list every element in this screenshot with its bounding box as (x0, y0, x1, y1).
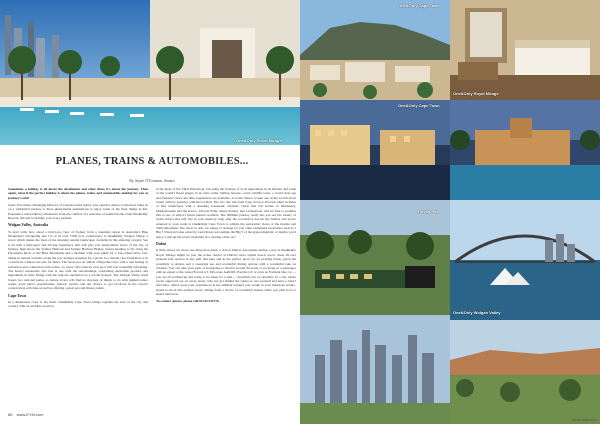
caption-rovos-rail: Rovos Rail (418, 209, 439, 214)
section-heading-wolgan: Wolgan Valley, Australia (8, 223, 48, 228)
photo-royal-mirage-room (450, 0, 600, 100)
watermark: amarohols.com (572, 418, 597, 422)
page-footer (8, 412, 43, 417)
column-left (8, 187, 148, 312)
article-byline: By Jayne O'Gorman, Amaro (129, 178, 175, 183)
dubai-paragraph: If time allows we move one thing more then, a visit to Dubai. Aeroplanes during a stay at One&Only Royal Mirage might be just the ticket. Aerial at Dubai's most stylish beach resort, these 65-acre grounds feel spotted in any gulf that here and in the perfect place for an exciting break, given the proximity to Arjuna and a sweeping sea and wonderful dining options with a wonderful take on aviation. You can take your pick of aeroplanes to thrown around the track or go along as a passenger with an expert at the wheel Ferrari GT, McLaren, Audi R8, Porsche GT or even an Formula One car — you are all warmed up and ready to be taken for a spin — hopefully not too literally! In a city where exotic supercars are on every street, why not get behind the wheel of one yourself and have a blast? And later, reflect upon your experiences in the ambient lounges you awake in your luxurious Arabic-styled room in this palatial resort, dining from a choice of wonderful menus while you plan how to spend tomorrow. (156, 248, 296, 296)
cape-town-continued-paragraph: in the heart of the V&A Waterfront, but using the freshest of local ingredients in its kitchen and some of the world's finest grapes in its wine cellar. Sailing lessons, ocean wildlife tours, a world class spa and fantastic views and dine experiences are available, as is the chance to take one of the world's most scenic railway journeys with Rovos Rail. The two day trip from Cape Town to Pretoria takes in miles of fine landscapes with a stunning restaurant, fantastic vistas that tell stories of Kimberley, Matjiesfontein and the Karoo, Victoria Falls, where Stanley met Livingstone, and it's fine to promise this is one of Africa's finest natural wonders. The 5000km journey really lets you see the beauty of South Africa and will live in your memory long after the locomotive has hit the buffers and you're returned to your room at One&Only Cape Town to admire the panoramic views of the marina and Table Mountain. The resort is only too happy to arrange for you other enchanted excursions such as a Big 5 Vineyard wine safari by Land Rover and sample the Big 5 of the grape kingdom, or maybe you'd enjoy a ride up the iconic mountain in a rotating cable car? (156, 187, 296, 239)
cape-town-paragraph: In a destination close to my heart, One&Only Cape Town brings together the best of the city and country with an enviable location (8, 299, 148, 309)
article (8, 150, 296, 412)
wolgan-paragraph: To start with, how about a bird's-eye view of Sydney from a stunning retreat in Australia's Blue Mountains? Occupying just 1% of its own 7,000 acre conservancy is One&Only Wolgan Valley, a resort which makes the most of the stunning natural landscapes available in this amazing country. See it all with a helicopter and driving experience that will give you unparalleled views of the city of Sydney, high above the Sydney Harbour and Sydney Harbour Bridge, before heading to fly along the Parramatta River to the Blue Mountains and a moment with your guide for a four-wheel drive tour, taking in natural wonders along the way perhaps stopping for a picnic in a natural cave formation or in a rainforest without one else for miles. The resort has an almost village-like feel, with a real feeling of relaxation and connection with nature, so every villa with its own pool will feel tranquilly refreshing. The hotel's restaurants also feel at one with the surroundings, celebrating Australian produce and ingredients in their dining with the region's reputation as a foodie hotspot. The Wolgan Valley itself boasts two national parks, so nature lovers will find no shortage of things to do with guided nature walks, great photo opportunities, historic picnics and the chance to get involved in the resort's conservation activities as well as offering a great spa and fitness centre. (8, 229, 148, 291)
photo-rovos-rail (300, 200, 450, 315)
caption-wolgan-valley: One&Only Wolgan Valley (453, 310, 501, 315)
photo-royal-mirage-pool (450, 100, 600, 200)
photo-sydney-harbour (450, 200, 600, 320)
contact-line: To contact Amaro, please call 01244 532770. (156, 299, 220, 304)
caption-cape-town-mid: One&Only Cape Town (398, 103, 440, 108)
photo-cape-town-mountain (300, 0, 450, 100)
lead-paragraph: Sometimes a holiday is all about the destination and other times it's about the journey. Then again, what if the perfect holiday is about the planes, trains and automobiles making for you at journey's end? (8, 187, 148, 200)
photo-cape-town-waterfront (300, 100, 450, 200)
article-title: PLANES, TRAINS & AUTOMOBILES... (55, 156, 249, 167)
hero-photo-royal-mirage (0, 0, 300, 145)
photo-dubai-skyline (300, 315, 450, 424)
caption-cape-town-top: One&Only Cape Town (398, 3, 440, 8)
section-heading-dubai: Dubai (156, 242, 166, 247)
caption-royal-mirage-room: One&Only Royal Mirage (453, 91, 499, 96)
photo-wolgan-valley (450, 310, 600, 424)
footer-site[interactable]: www.EYM.com (16, 412, 44, 417)
page-number: 66 (8, 412, 13, 417)
caption-royal-mirage-pool: One&Only Royal Mirage (236, 138, 282, 143)
column-right (156, 187, 296, 307)
section-heading-cape-town: Cape Town (8, 293, 27, 298)
intro-paragraph: Jayne O'Gorman, Managing Director of Chester-based luxury tour operator Amaro Collection, takes us on a whirlwind journey to three phenomenal destinations to enjoy some of the finer things in life. Experience extraordinary adventures from the comfort of a selection of palatial hotels from One&Only Resorts, tailored to indulge your every passion. (8, 203, 148, 221)
